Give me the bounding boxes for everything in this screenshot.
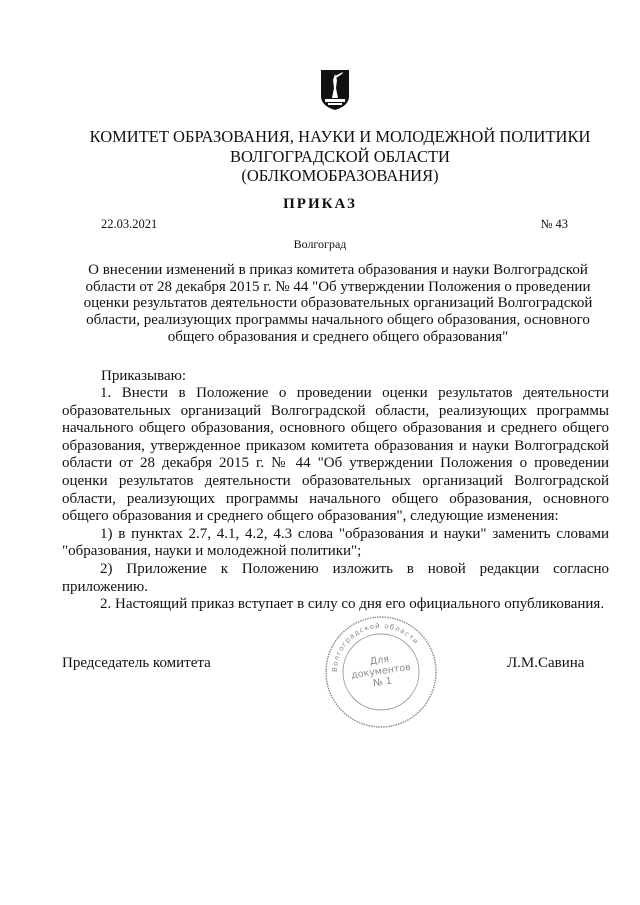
stamp-ring-text: Волгоградской области <box>330 621 421 673</box>
organization-name-line1: КОМИТЕТ ОБРАЗОВАНИЯ, НАУКИ И МОЛОДЕЖНОЙ ПОЛИТИКИ <box>89 127 591 146</box>
document-date: 22.03.2021 <box>101 217 158 231</box>
order-subitem-2: 2) Приложение к Положению изложить в новой редакции согласно приложению. <box>62 560 609 595</box>
order-word: Приказываю: <box>101 368 186 384</box>
signatory-title: Председатель комитета <box>62 655 211 671</box>
order-item-1: 1. Внести в Положение о проведении оценки результатов деятельности образовательных организаций Волгоградской области, реализующих программы начального общего образования, основного общего образования и среднего общего образования, утвержденное приказом комитета образования и науки Волгоградской области от 28 декабря 2015 г. № 44 "Об утверждении Положения о проведении оценки результатов деятельности образовательных организаций Волгоградской области, реализующих программы начального общего образования, основного общего образования и среднего общего образования", следующие изменения: <box>62 385 609 525</box>
document-subject: О внесении изменений в приказ комитета образования и науки Волгоградской области от 28 декабря 2015 г. № 44 "Об утверждении Положения о проведении оценки результатов деятельности образовательных организаций Волгоградской области, реализующих программы начального общего образования, основного общего образования и среднего общего образования" <box>83 262 593 345</box>
document-body <box>62 385 609 614</box>
document-title: ПРИКАЗ <box>283 196 357 212</box>
signatory-name: Л.М.Савина <box>507 655 585 671</box>
coat-of-arms-icon <box>319 68 351 112</box>
stamp-inner-text: Для документов № 1 <box>350 653 412 690</box>
order-subitem-1: 1) в пунктах 2.7, 4.1, 4.2, 4.3 слова "образования и науки" заменить словами "образования, науки и молодежной политики"; <box>62 525 609 560</box>
document-city: Волгоград <box>293 237 347 251</box>
organization-abbreviation: (ОБЛКОМОБРАЗОВАНИЯ) <box>241 166 439 185</box>
order-item-2: 2. Настоящий приказ вступает в силу со дня его официального опубликования. <box>100 596 605 613</box>
organization-name-line2: ВОЛГОГРАДСКОЙ ОБЛАСТИ <box>230 147 450 166</box>
document-number: № 43 <box>540 217 568 231</box>
